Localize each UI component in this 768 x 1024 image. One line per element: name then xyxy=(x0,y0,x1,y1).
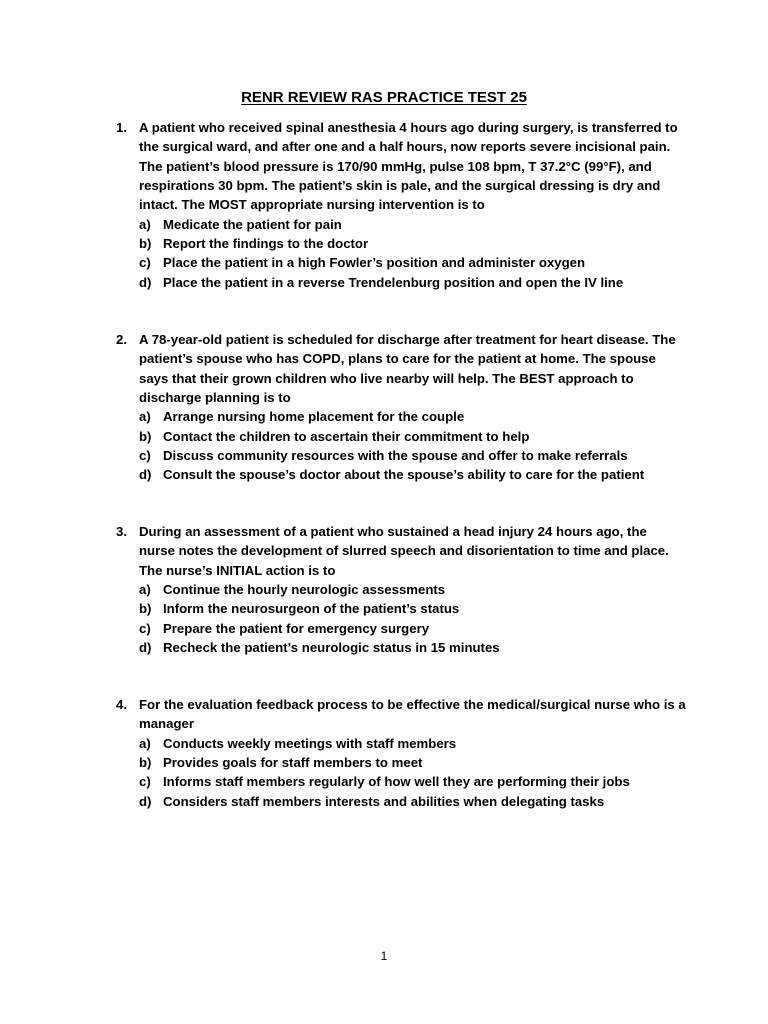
option-text: Provides goals for staff members to meet xyxy=(163,755,423,771)
option-letter: d) xyxy=(139,274,152,290)
question-2 xyxy=(116,330,686,485)
option-text: Informs staff members regularly of how well they are performing their jobs xyxy=(163,774,630,790)
answer-option-d xyxy=(139,792,686,811)
option-letter: b) xyxy=(139,236,152,252)
option-letter: a) xyxy=(139,216,151,232)
option-text: Continue the hourly neurologic assessments xyxy=(163,582,446,598)
question-stem: A patient who received spinal anesthesia 4 hours ago during surgery, is transferred to the surgical ward, and after one and a half hours, now reports severe incisional pain. The patient’s blood pressure is 170/90 mmHg, pulse 108 bpm, T 37.2°C (99°F), and respirations 30 bpm. The patient’s skin is pale, and the surgical dressing is dry and intact. The MOST appropriate nursing intervention is to xyxy=(139,120,678,213)
option-text: Conducts weekly meetings with staff members xyxy=(163,735,457,751)
option-letter: c) xyxy=(139,620,151,636)
option-text: Report the findings to the doctor xyxy=(163,236,369,252)
option-text: Recheck the patient’s neurologic status in 15 minutes xyxy=(163,640,500,656)
answer-option-a xyxy=(139,215,686,234)
answer-option-d xyxy=(139,465,686,484)
question-4 xyxy=(116,695,686,811)
question-1 xyxy=(116,118,686,292)
answer-options xyxy=(116,215,686,292)
answer-option-b xyxy=(139,427,686,446)
answer-option-d xyxy=(139,638,686,657)
answer-option-c xyxy=(139,253,686,272)
answer-option-b xyxy=(139,599,686,618)
option-text: Contact the children to ascertain their commitment to help xyxy=(163,428,530,444)
option-text: Discuss community resources with the spouse and offer to make referrals xyxy=(163,448,628,464)
option-text: Place the patient in a high Fowler’s position and administer oxygen xyxy=(163,255,586,271)
question-stem: During an assessment of a patient who sustained a head injury 24 hours ago, the nurse notes the development of slurred speech and disorientation to time and place. The nurse’s INITIAL action is to xyxy=(139,524,669,578)
answer-options xyxy=(116,407,686,484)
option-text: Medicate the patient for pain xyxy=(163,216,342,232)
question-number: 4. xyxy=(116,697,127,712)
answer-option-d xyxy=(139,273,686,292)
answer-option-b xyxy=(139,234,686,253)
option-letter: d) xyxy=(139,467,152,483)
question-stem: For the evaluation feedback process to be effective the medical/surgical nurse who is a manager xyxy=(139,697,686,732)
option-text: Consult the spouse’s doctor about the spouse’s ability to care for the patient xyxy=(163,467,645,483)
answer-option-c xyxy=(139,619,686,638)
option-letter: b) xyxy=(139,601,152,617)
answer-options xyxy=(116,580,686,657)
option-letter: c) xyxy=(139,255,151,271)
option-text: Arrange nursing home placement for the couple xyxy=(163,409,465,425)
option-letter: a) xyxy=(139,409,151,425)
option-letter: b) xyxy=(139,428,152,444)
option-letter: c) xyxy=(139,774,151,790)
question-stem: A 78-year-old patient is scheduled for discharge after treatment for heart disease. The patient’s spouse who has COPD, plans to care for the patient at home. The spouse says that their grown children who live nearby will help. The BEST approach to discharge planning is to xyxy=(139,332,676,406)
option-text: Prepare the patient for emergency surgery xyxy=(163,620,430,636)
option-text: Considers staff members interests and abilities when delegating tasks xyxy=(163,793,605,809)
option-letter: b) xyxy=(139,755,152,771)
answer-option-c xyxy=(139,772,686,791)
option-letter: d) xyxy=(139,640,152,656)
answer-option-a xyxy=(139,734,686,753)
answer-option-b xyxy=(139,753,686,772)
option-letter: c) xyxy=(139,448,151,464)
page-number: 1 xyxy=(380,949,388,963)
question-number: 2. xyxy=(116,332,127,347)
answer-option-a xyxy=(139,580,686,599)
question-3 xyxy=(116,522,686,657)
option-letter: d) xyxy=(139,793,152,809)
option-text: Place the patient in a reverse Trendelenburg position and open the IV line xyxy=(163,274,624,290)
option-text: Inform the neurosurgeon of the patient’s status xyxy=(163,601,460,617)
answer-option-a xyxy=(139,407,686,426)
answer-option-c xyxy=(139,446,686,465)
question-number: 1. xyxy=(116,120,127,135)
answer-options xyxy=(116,734,686,811)
option-letter: a) xyxy=(139,582,151,598)
question-number: 3. xyxy=(116,524,127,539)
option-letter: a) xyxy=(139,735,151,751)
page-title: RENR REVIEW RAS PRACTICE TEST 25 xyxy=(241,89,527,106)
